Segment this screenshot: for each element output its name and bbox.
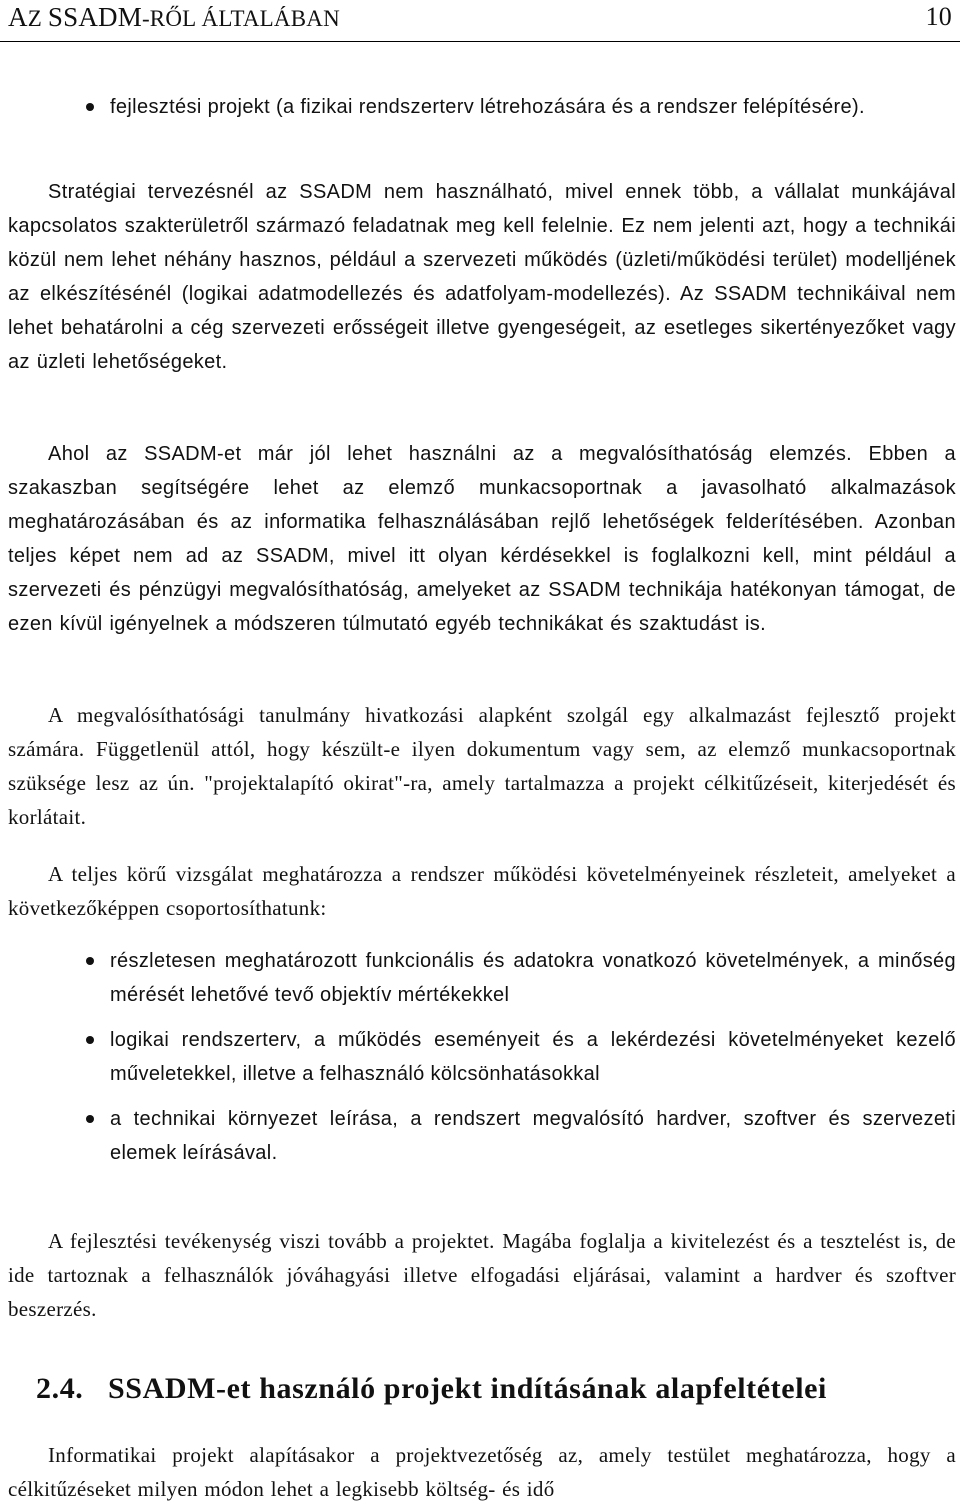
header-rule: [0, 41, 960, 42]
page-number: 10: [925, 2, 952, 31]
paragraph-development: A fejlesztési tevékenység viszi tovább a projektet. Magába foglalja a kivitelezést és a tesztelést is, de ide tartoznak a felhasználók jóváhagyási illetve elfogadási eljárásai, valamint a hardver és szoftver beszerzés.: [8, 1229, 956, 1321]
list-item: részletesen meghatározott funkcionális és adatokra vonatkozó követelmények, a minőség mérését lehetővé tevő objektív mértékekkel: [8, 944, 956, 1012]
list-item: logikai rendszerterv, a működés eseményeit és a lekérdezési követelményeket kezelő műveletekkel, illetve a felhasználó kölcsönhatásokkal: [8, 1023, 956, 1091]
paragraph-full-investigation: A teljes körű vizsgálat meghatározza a rendszer működési követelményeinek részleteit, amelyeket a következőképpen csoportosíthatunk:: [8, 862, 956, 920]
paragraph-feasibility-study: A megvalósíthatósági tanulmány hivatkozási alapként szolgál egy alkalmazást fejlesztő projekt számára. Függetlenül attól, hogy készült-e ilyen dokumentum vagy sem, az elemző munkacsoportnak szüksége lesz az ún. "projektalapító okirat"-ra, amely tartalmazza a projekt célkitűzéseit, kiterjedését és korlátait.: [8, 703, 956, 829]
paragraph-feasibility-analysis: Ahol az SSADM-et már jól lehet használni az a megvalósíthatóság elemzés. Ebben a szakaszban segítségére lehet az elemző munkacsoportnak a javasolható alkalmazások meghatározásában és az informatika felhasználásában rejlő lehetőségek felderítésében. Azonban teljes képet nem ad az SSADM, mivel itt olyan kérdésekkel is foglalkozni kell, mint például a szervezeti és pénzügyi megvalósíthatóság, amelyeket az SSADM technikája hatékonyan támogat, de ezen kívül igényelnek a módszeren túlmutató egyéb technikákat és szaktudást is.: [8, 443, 956, 635]
running-header: [8, 0, 952, 32]
bullet-icon: [86, 957, 94, 965]
top-bullet-list: [8, 90, 956, 124]
list-item: a technikai környezet leírása, a rendszert megvalósító hardver, szoftver és szervezeti elemek leírásával.: [8, 1102, 956, 1170]
bullet-icon: [86, 1115, 94, 1123]
chapter-title: AZ SSADM-RŐL ÁLTALÁBAN: [8, 2, 340, 32]
section-heading: [36, 1372, 827, 1406]
list-item: fejlesztési projekt (a fizikai rendszerterv létrehozására és a rendszer felépítésére).: [8, 90, 956, 124]
paragraph-project-initiation: Informatikai projekt alapításakor a projektvezetőség az, amely testület meghatározza, hogy a célkitűzéseket milyen módon lehet a legkisebb költség- és idő: [8, 1443, 956, 1501]
paragraph-strategic-planning: Stratégiai tervezésnél az SSADM nem használható, mivel ennek több, a vállalat munkájával kapcsolatos szakterületről származó feladatnak meg kell felelnie. Ez nem jelenti azt, hogy a technikái közül nem lehet néhány hasznos, például a szervezeti működés (üzleti/működési terület) modelljének az elkészítésénél (logikai adatmodellezés és adatfolyam-modellezés). Az SSADM technikáival nem lehet behatárolni a cég szervezeti erősségeit illetve gyengeségeit, az esetleges sikertényezőket vagy az üzleti lehetőségeket.: [8, 181, 956, 373]
section-title: SSADM-et használó projekt indításának alapfeltételei: [108, 1372, 827, 1405]
section-number: 2.4.: [36, 1372, 84, 1405]
bullet-icon: [86, 1036, 94, 1044]
requirements-bullet-list: [8, 944, 956, 1170]
bullet-icon: [86, 103, 94, 111]
